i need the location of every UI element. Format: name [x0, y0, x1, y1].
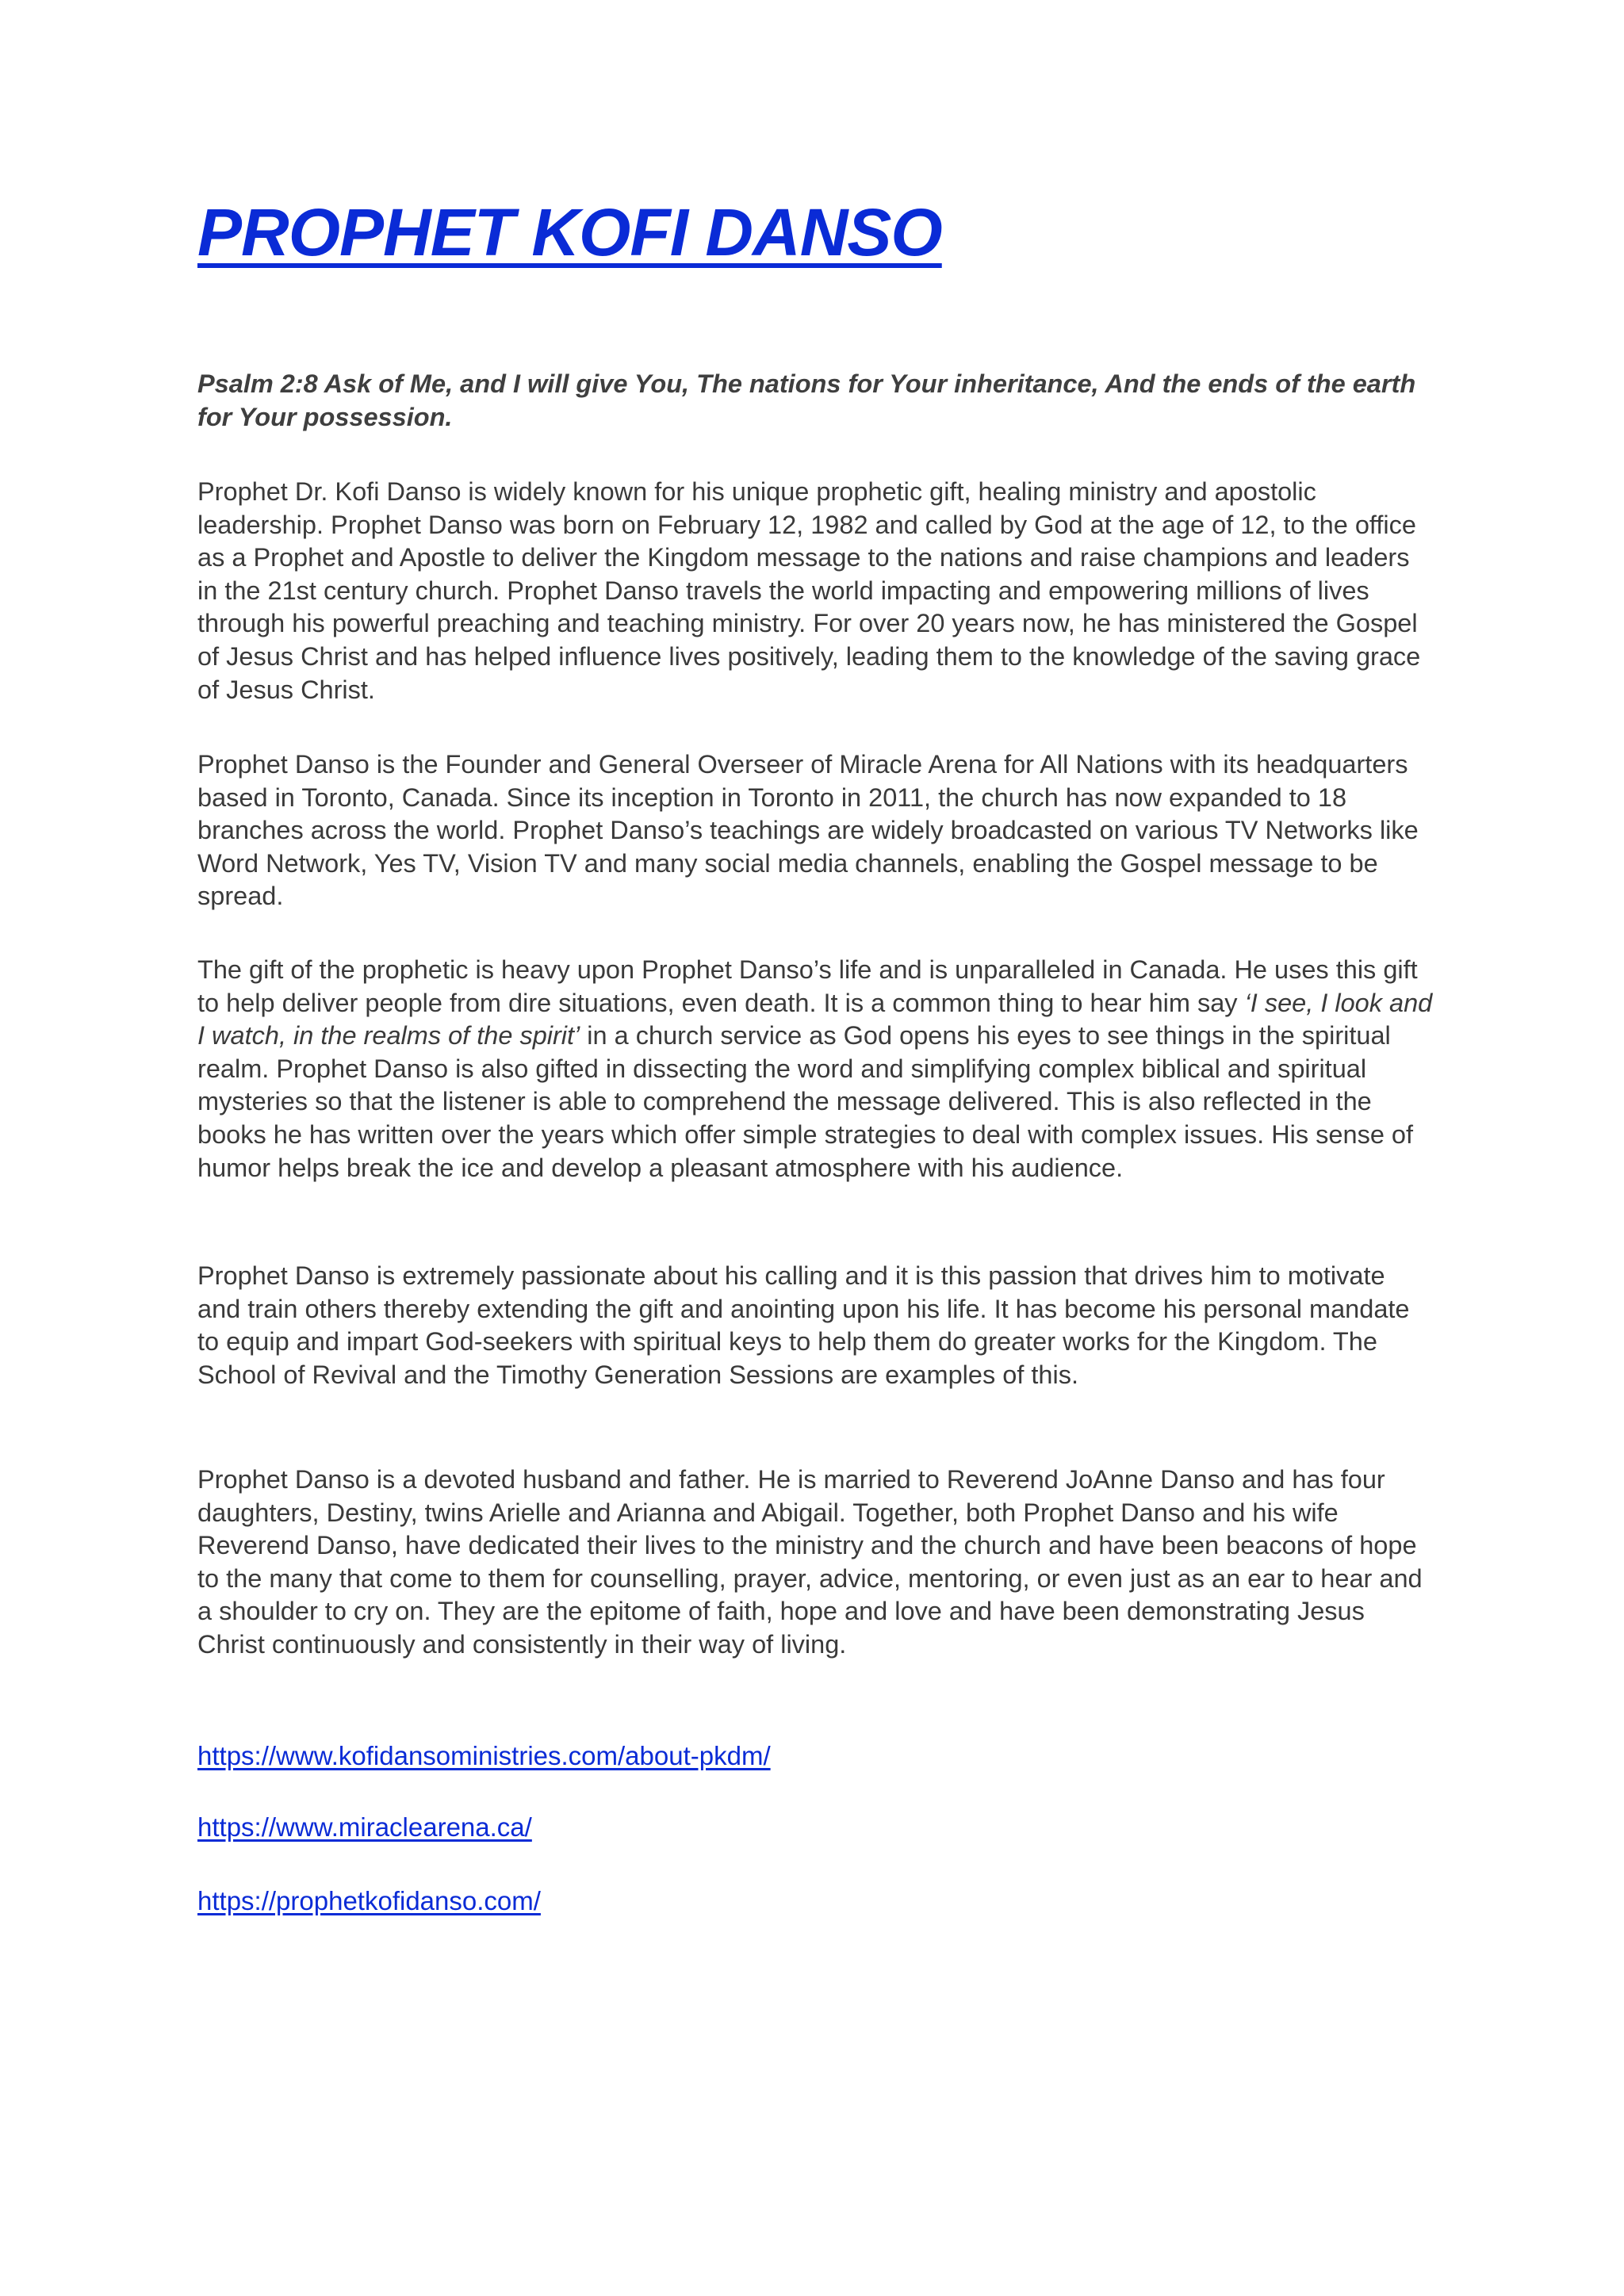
bio-paragraph-family: Prophet Danso is a devoted husband and father. He is married to Reverend JoAnne Danso and has four daughters, Destiny, twins Arielle and Arianna and Abigail. Together, both Prophet Danso and his wife Reverend Danso, have dedicated their lives to the ministry and the church and have been beacons of hope to the many that come to them for counselling, prayer, advice, mentoring, or even just as an ear to hear and a shoulder to cry on. They are the epitome of faith, hope and love and have been demonstrating Jesus Christ continuously and consistently in their way of living. — [197, 1465, 1423, 1659]
link-miraclearena[interactable]: https://www.miraclearena.ca/ — [197, 1812, 532, 1842]
page-title: PROPHET KOFI DANSO — [197, 195, 942, 270]
bio-paragraph-passion: Prophet Danso is extremely passionate about his calling and it is this passion that drives him to motivate and train others thereby extending the gift and anointing upon his life. It has become his personal mandate to equip and impart God-seekers with spiritual keys to help them do greater works for the Kingdom. The School of Revival and the Timothy Generation Sessions are examples of this. — [197, 1261, 1410, 1389]
bio-paragraph-intro: Prophet Dr. Kofi Danso is widely known for his unique prophetic gift, healing ministry and apostolic leadership. Prophet Danso was born on February 12, 1982 and called by God at the age of 12, to the office as a Prophet and Apostle to deliver the Kingdom message to the nations and raise champions and leaders in the 21st century church. Prophet Danso travels the world impacting and empowering millions of lives through his powerful preaching and teaching ministry. For over 20 years now, he has ministered the Gospel of Jesus Christ and has helped influence lives positively, leading them to the knowledge of the saving grace of Jesus Christ. — [197, 477, 1421, 704]
paragraph-text: The gift of the prophetic is heavy upon Prophet Danso’s life and is unparalleled in Canada. He uses this gift to help deliver people from dire situations, even death. It is a common thing to hear him say — [197, 955, 1418, 1017]
link-prophetkofidanso[interactable]: https://prophetkofidanso.com/ — [197, 1886, 541, 1915]
bio-paragraph-prophetic-gift — [197, 954, 1434, 1184]
bio-paragraph-ministry: Prophet Danso is the Founder and General Overseer of Miracle Arena for All Nations with its headquarters based in Toronto, Canada. Since its inception in Toronto in 2011, the church has now expanded to 18 branches across the world. Prophet Danso’s teachings are widely broadcasted on various TV Networks like Word Network, Yes TV, Vision TV and many social media channels, enabling the Gospel message to be spread. — [197, 750, 1419, 911]
paragraph-text: in a church service as God opens his eyes to see things in the spiritual realm. Prophet Danso is also gifted in dissecting the word and simplifying complex biblical and spiritual mysteries so that the listener is able to comprehend the message delivered. This is also reflected in the books he has written over the years which offer simple strategies to deal with complex issues. His sense of humor helps break the ice and develop a pleasant atmosphere with his audience. — [197, 1021, 1414, 1182]
scripture-verse: Psalm 2:8 Ask of Me, and I will give You, The nations for Your inheritance, And the ends of the earth for Your possession. — [197, 369, 1416, 431]
link-kofidansoministries[interactable]: https://www.kofidansoministries.com/about-pkdm/ — [197, 1741, 771, 1770]
italic-quote: ‘I see, I look and I watch, in the realms of the spirit’ — [197, 988, 1433, 1050]
